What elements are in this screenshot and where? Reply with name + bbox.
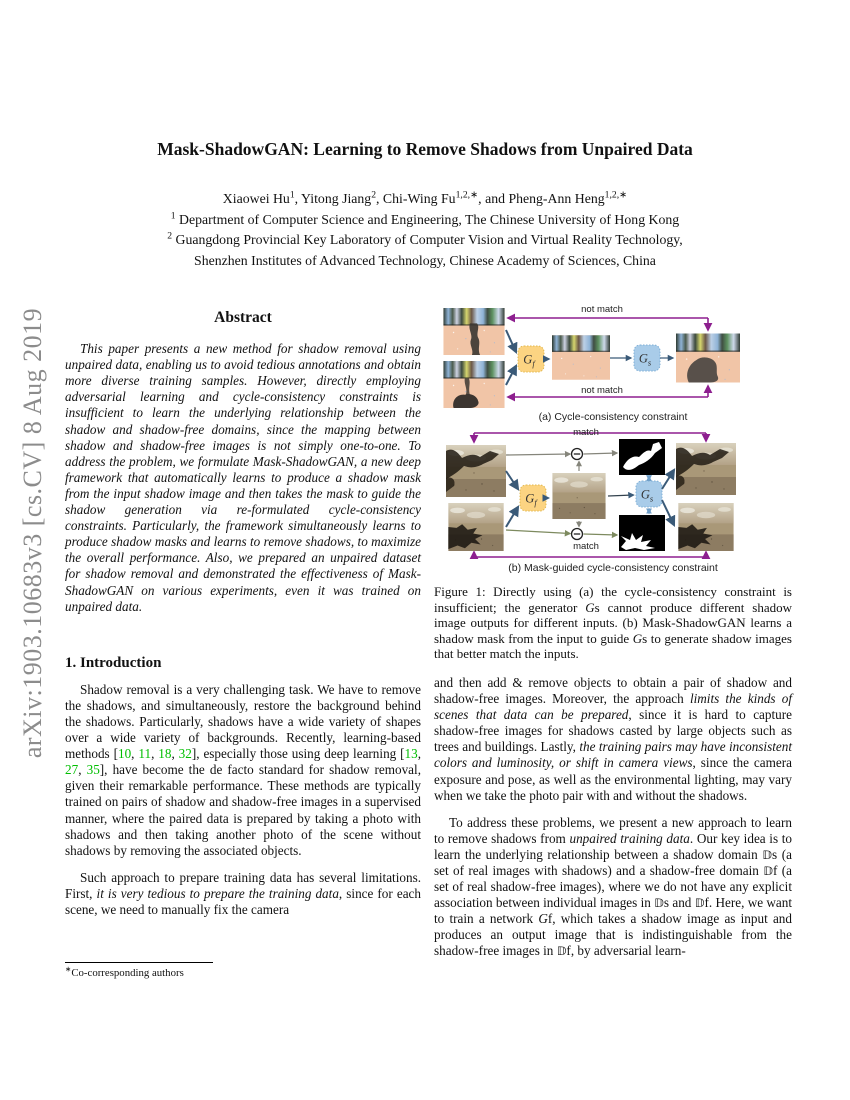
subtract-operator-bottom bbox=[572, 529, 583, 540]
not-match-label-bottom: not match bbox=[581, 385, 623, 396]
footnote-text bbox=[65, 964, 184, 979]
text-segment: f bbox=[704, 895, 709, 911]
generator-f-box bbox=[518, 346, 544, 372]
text-segment: 𝔻 bbox=[654, 896, 664, 911]
shadow-mask-2 bbox=[619, 515, 665, 551]
text-segment: 1 bbox=[170, 209, 176, 221]
text-segment: Shadow removal is a very challenging task. We have to remove the shadows, and simultaneously, restore the background behind the shadows. Particularly, shadows have a wide variety of shapes over a wide variety of backgrounds. Recently, learning-based methods [ bbox=[65, 681, 421, 762]
shadow-input-image-1 bbox=[446, 445, 506, 497]
text-segment: f bbox=[772, 863, 778, 878]
generator-s-box bbox=[634, 345, 660, 371]
not-match-label-top: not match bbox=[581, 304, 623, 315]
text-segment: 2 bbox=[371, 189, 377, 201]
text-segment: 1,2,∗ bbox=[604, 189, 628, 201]
text-segment: , bbox=[417, 746, 422, 762]
text-segment: f bbox=[566, 943, 571, 959]
figure-caption-b: (b) Mask-guided cycle-consistency constraint bbox=[508, 562, 718, 574]
gf-label: G bbox=[523, 352, 533, 367]
text-segment: 𝔻 bbox=[763, 864, 773, 878]
generated-shadow-image bbox=[676, 333, 740, 382]
right-para-1 bbox=[434, 675, 792, 804]
gs-sub: s bbox=[649, 493, 654, 504]
text-segment: s bbox=[594, 599, 600, 615]
intro-para-2 bbox=[65, 870, 421, 918]
text-segment: G bbox=[632, 630, 643, 646]
shadow-input-image-2 bbox=[448, 503, 503, 551]
shadow-free-image bbox=[552, 473, 605, 519]
text-segment: s bbox=[772, 846, 778, 862]
text-segment: , which takes a shadow image as input and produces an output image that is indistinguishable from the shadow-free images in bbox=[434, 911, 792, 959]
text-segment: and then add & remove objects to obtain a pair of shadow and shadow-free images. Moreover, the approach bbox=[434, 674, 792, 707]
gs-label: G bbox=[638, 351, 648, 366]
match-label-bottom: match bbox=[573, 541, 599, 552]
text-segment: 1,2,∗ bbox=[455, 189, 479, 201]
citation-link[interactable]: 35 bbox=[86, 762, 100, 778]
left-column bbox=[65, 310, 421, 918]
gs-label: G bbox=[640, 487, 650, 502]
paper-title: Mask-ShadowGAN: Learning to Remove Shadows from Unpaired Data bbox=[157, 139, 693, 159]
citation-link[interactable]: 27 bbox=[65, 762, 79, 778]
shadow-input-image-1 bbox=[443, 308, 504, 355]
figure-panel-a bbox=[434, 300, 792, 410]
text-segment: ], have become the de facto standard for shadow removal, given their remarkable performance. These methods are typically trained on pairs of shadow and shadow-free images in a supervised manner, where the paired data is prepared by taking a photo with shadows and then taking another photo of the scene without shadows by removing the associated objects. bbox=[65, 762, 422, 858]
text-segment: , since for each scene, we need to manually fix the camera bbox=[65, 885, 421, 917]
intro-para-1 bbox=[65, 682, 421, 859]
text-segment: 𝔻 bbox=[762, 847, 773, 862]
text-segment: To address these problems, we present a new approach to learn to remove shadows from bbox=[434, 814, 792, 846]
figure-panel-b bbox=[434, 427, 792, 561]
match-label-top: match bbox=[573, 427, 599, 438]
footnote bbox=[65, 962, 421, 979]
abstract-heading: Abstract bbox=[214, 309, 272, 326]
text-segment: ], especially those using deep learning [ bbox=[191, 746, 405, 762]
intro-heading: 1. Introduction bbox=[65, 654, 162, 671]
affiliation-line-1 bbox=[0, 210, 850, 231]
generator-s-box bbox=[636, 481, 662, 507]
citation-link[interactable]: 13 bbox=[404, 746, 418, 762]
affiliation-line-3: Shenzhen Institutes of Advanced Technology, Chinese Academy of Sciences, China bbox=[194, 252, 656, 268]
text-segment: Guangdong Provincial Key Laboratory of Computer Vision and Virtual Reality Technology, bbox=[172, 232, 683, 247]
text-segment: , by adversarial learn- bbox=[570, 943, 686, 959]
generated-shadow-image-2 bbox=[678, 503, 733, 551]
text-segment: . Here, we want to train a network bbox=[434, 895, 793, 927]
figure-1-caption bbox=[434, 584, 792, 662]
authors-line bbox=[0, 189, 850, 210]
citation-link[interactable]: 18 bbox=[158, 746, 172, 762]
gs-sub: s bbox=[647, 357, 652, 368]
text-segment: Co-corresponding authors bbox=[71, 967, 184, 979]
text-segment: , Chi-Wing Fu bbox=[376, 191, 456, 206]
author-block bbox=[0, 189, 850, 271]
text-segment: (a set of real images with shadows) and a shadow-free domain bbox=[434, 846, 792, 878]
citation-link[interactable]: 10 bbox=[117, 746, 132, 762]
text-segment: , bbox=[131, 746, 139, 762]
text-segment: (a set of real shadow-free images), where we do not have any explicit association between individual images in bbox=[434, 863, 792, 911]
text-segment: ∗ bbox=[65, 964, 72, 974]
text-segment: Figure 1: Directly using (a) the cycle-consistency constraint is insufficient; the generator bbox=[434, 584, 792, 615]
right-column bbox=[434, 300, 792, 960]
text-segment: cannot produce different shadow image outputs for different inputs. (b) Mask-ShadowGAN learns a shadow mask from the input to guide bbox=[434, 599, 792, 646]
text-segment: f bbox=[547, 911, 553, 927]
arxiv-watermark: arXiv:1903.10683v3 [cs.CV] 8 Aug 2019 bbox=[18, 307, 47, 759]
text-segment: G bbox=[585, 599, 595, 615]
text-segment: , since it is hard to capture shadow-free images for shadows casted by large objects such as trees and buildings. Lastly, bbox=[434, 707, 793, 755]
text-segment: and bbox=[669, 895, 695, 911]
text-segment: unpaired training data bbox=[569, 830, 690, 846]
text-segment: Such approach to prepare training data has several limitations. First, bbox=[65, 869, 421, 901]
text-segment: it is very tedious to prepare the training data bbox=[96, 885, 339, 901]
text-segment: 𝔻 bbox=[556, 944, 567, 959]
text-segment: , bbox=[171, 746, 179, 762]
shadow-free-image bbox=[552, 335, 610, 379]
gf-sub: f bbox=[534, 497, 537, 508]
citation-link[interactable]: 11 bbox=[138, 746, 152, 762]
text-segment: 1 bbox=[289, 189, 295, 201]
gf-label: G bbox=[525, 491, 535, 506]
text-segment: 𝔻 bbox=[694, 896, 705, 911]
figure-caption-a: (a) Cycle-consistency constraint bbox=[538, 411, 688, 423]
abstract-body: This paper presents a new method for shadow removal using unpaired data, enabling us to avoid tedious annotations and obtain more diverse training samples. However, directly employing adversarial learning and cycle-consistency constraints is insufficient to learn the underlying relationship between the shadow and shadow-free domains, since the mapping between shadow and shadow-free images is not simply one-to-one. To address the problem, we formulate Mask-ShadowGAN, a new deep framework that automatically learns to produce a shadow mask from the input shadow image and then takes the mask to guide the shadow generation via re-formulated cycle-consistency constraints. Particularly, the framework simultaneously learns to produce shadow masks and learns to remove shadows, to maximize the overall performance. Also, we prepared an unpaired dataset for shadow removal and demonstrated the effectiveness of Mask-ShadowGAN on various experiments, even it was trained on unpaired data. bbox=[65, 341, 421, 614]
text-segment: G bbox=[538, 911, 548, 927]
text-segment: limits the kinds of scenes that data can be prepared bbox=[434, 691, 792, 723]
text-segment: the training pairs may have inconsistent colors and luminosity, or shift in camera views bbox=[434, 739, 792, 771]
gf-sub: f bbox=[532, 358, 535, 369]
generator-f-box bbox=[520, 485, 546, 511]
shadow-mask-1 bbox=[619, 439, 665, 475]
text-segment: , and Pheng-Ann Heng bbox=[478, 191, 605, 206]
text-segment: , Yitong Jiang bbox=[294, 191, 372, 206]
affiliation-line-2 bbox=[0, 230, 850, 251]
text-segment: s bbox=[642, 630, 648, 646]
text-segment: s bbox=[663, 895, 670, 911]
citation-link[interactable]: 32 bbox=[178, 746, 192, 762]
text-segment: , since the camera exposure and pose, as well as the environmental lighting, may vary when we take the photo pair with and without the shadows. bbox=[434, 755, 792, 803]
text-segment: to generate shadow images that better match the inputs. bbox=[434, 630, 792, 662]
text-segment: 2 bbox=[167, 230, 173, 242]
generated-shadow-image-1 bbox=[676, 443, 736, 495]
text-segment: , bbox=[78, 762, 87, 778]
text-segment: . Our key idea is to learn the underlying relationship between a shadow domain bbox=[434, 830, 793, 862]
footnote-rule bbox=[65, 962, 213, 963]
text-segment: Xiaowei Hu bbox=[222, 191, 290, 206]
right-para-2 bbox=[434, 815, 792, 960]
text-segment: , bbox=[151, 746, 159, 762]
text-segment: Department of Computer Science and Engineering, The Chinese University of Hong Kong bbox=[175, 211, 680, 227]
shadow-input-image-2 bbox=[443, 361, 504, 408]
subtract-operator-top bbox=[572, 449, 583, 460]
